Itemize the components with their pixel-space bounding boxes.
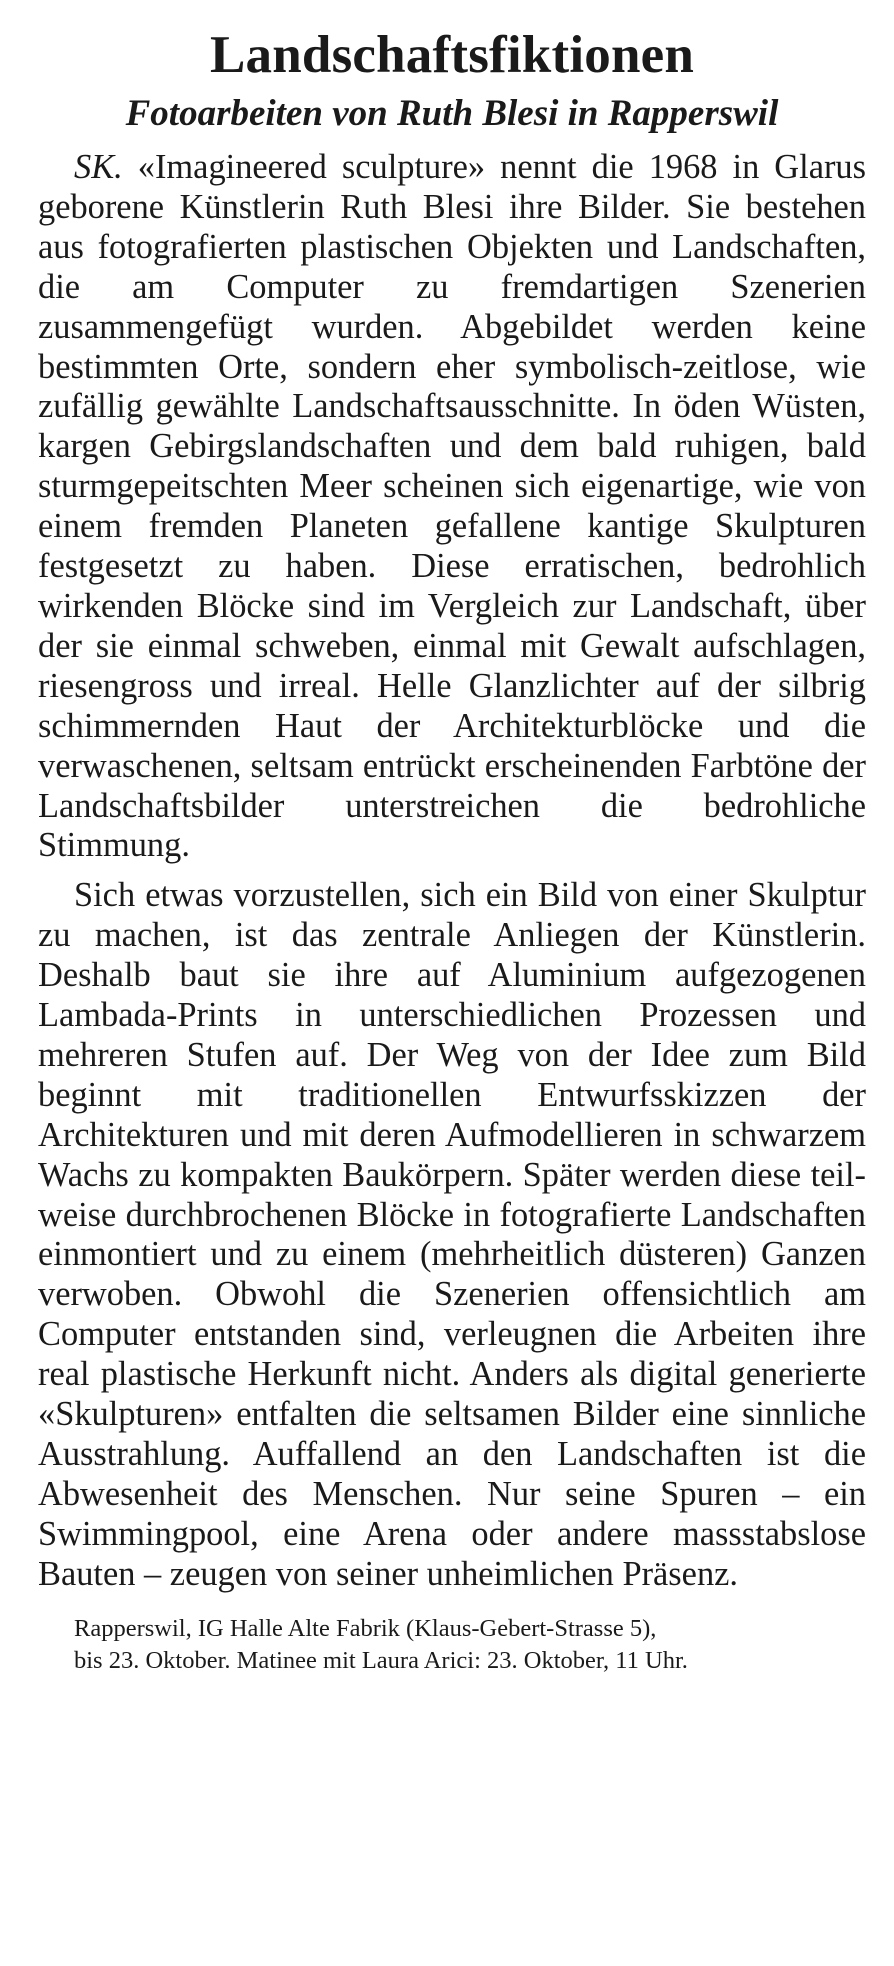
author-initials: SK. <box>74 148 123 186</box>
article-paragraph-1 <box>38 148 866 866</box>
event-info <box>38 1613 866 1677</box>
event-dates: bis 23. Oktober. Matinee mit Laura Arici: 23. Oktober, 11 Uhr. <box>74 1646 688 1674</box>
article-title: Landschaftsfiktionen <box>209 26 695 84</box>
article-subtitle: Fotoarbeiten von Ruth Blesi in Rapperswil <box>125 93 779 134</box>
article-paragraph-2: Sich etwas vorzustellen, sich ein Bild von einer Skulptur zu machen, ist das zentrale Anliegen der Künstlerin. Deshalb baut sie ihre auf Aluminium aufgezogenen Lambada-Prints in unterschiedlichen Prozessen und mehreren Stufen auf. Der Weg von der Idee zum Bild beginnt mit traditionellen Entwurfsskizzen der Architekturen und mit deren Aufmodellieren in schwarzem Wachs zu kompakten Baukörpern. Später werden diese teilweise durchbrochenen Blöcke in fotografierte Landschaften einmontiert und zu einem (mehrheitlich düsteren) Ganzen verwoben. Obwohl die Szenerien offensichtlich am Computer entstanden sind, verleugnen die Arbeiten ihre real plastische Herkunft nicht. Anders als digital generierte «Skulpturen» entfalten die seltsamen Bilder eine sinnliche Ausstrahlung. Auffallend an den Landschaften ist die Abwesenheit des Menschen. Nur seine Spuren – ein Swimmingpool, eine Arena oder andere massstabslose Bauten – zeugen von seiner unheimlichen Präsenz. <box>38 876 866 1593</box>
article-body <box>38 148 866 1595</box>
event-venue: Rapperswil, IG Halle Alte Fabrik (Klaus-Gebert-Strasse 5), <box>74 1614 657 1642</box>
paragraph-1-text: «Imagineered sculpture» nennt die 1968 in Glarus geborene Künstlerin Ruth Blesi ihre Bilder. Sie bestehen aus fotografierten plastischen Objekten und Landschaften, die am Computer zu fremdartigen Szenerien zusammengefügt wurden. Abgebildet werden keine bestimmten Orte, sondern eher symbolisch-zeitlose, wie zufällig gewählte Landschaftsausschnitte. In öden Wüsten, kargen Gebirgslandschaften und dem bald ruhigen, bald sturmgepeitschten Meer scheinen sich eigenartige, wie von einem fremden Planeten gefallene kantige Skulpturen festgesetzt zu haben. Diese erratischen, bedrohlich wirkenden Blöcke sind im Vergleich zur Landschaft, über der sie einmal schweben, einmal mit Gewalt aufschlagen, riesengross und irreal. Helle Glanzlichter auf der silbrig schimmernden Haut der Architekturblöcke und die verwaschenen, seltsam entrückt erscheinenden Farbtöne der Landschaftsbilder unterstreichen die bedrohliche Stimmung. <box>38 148 866 865</box>
